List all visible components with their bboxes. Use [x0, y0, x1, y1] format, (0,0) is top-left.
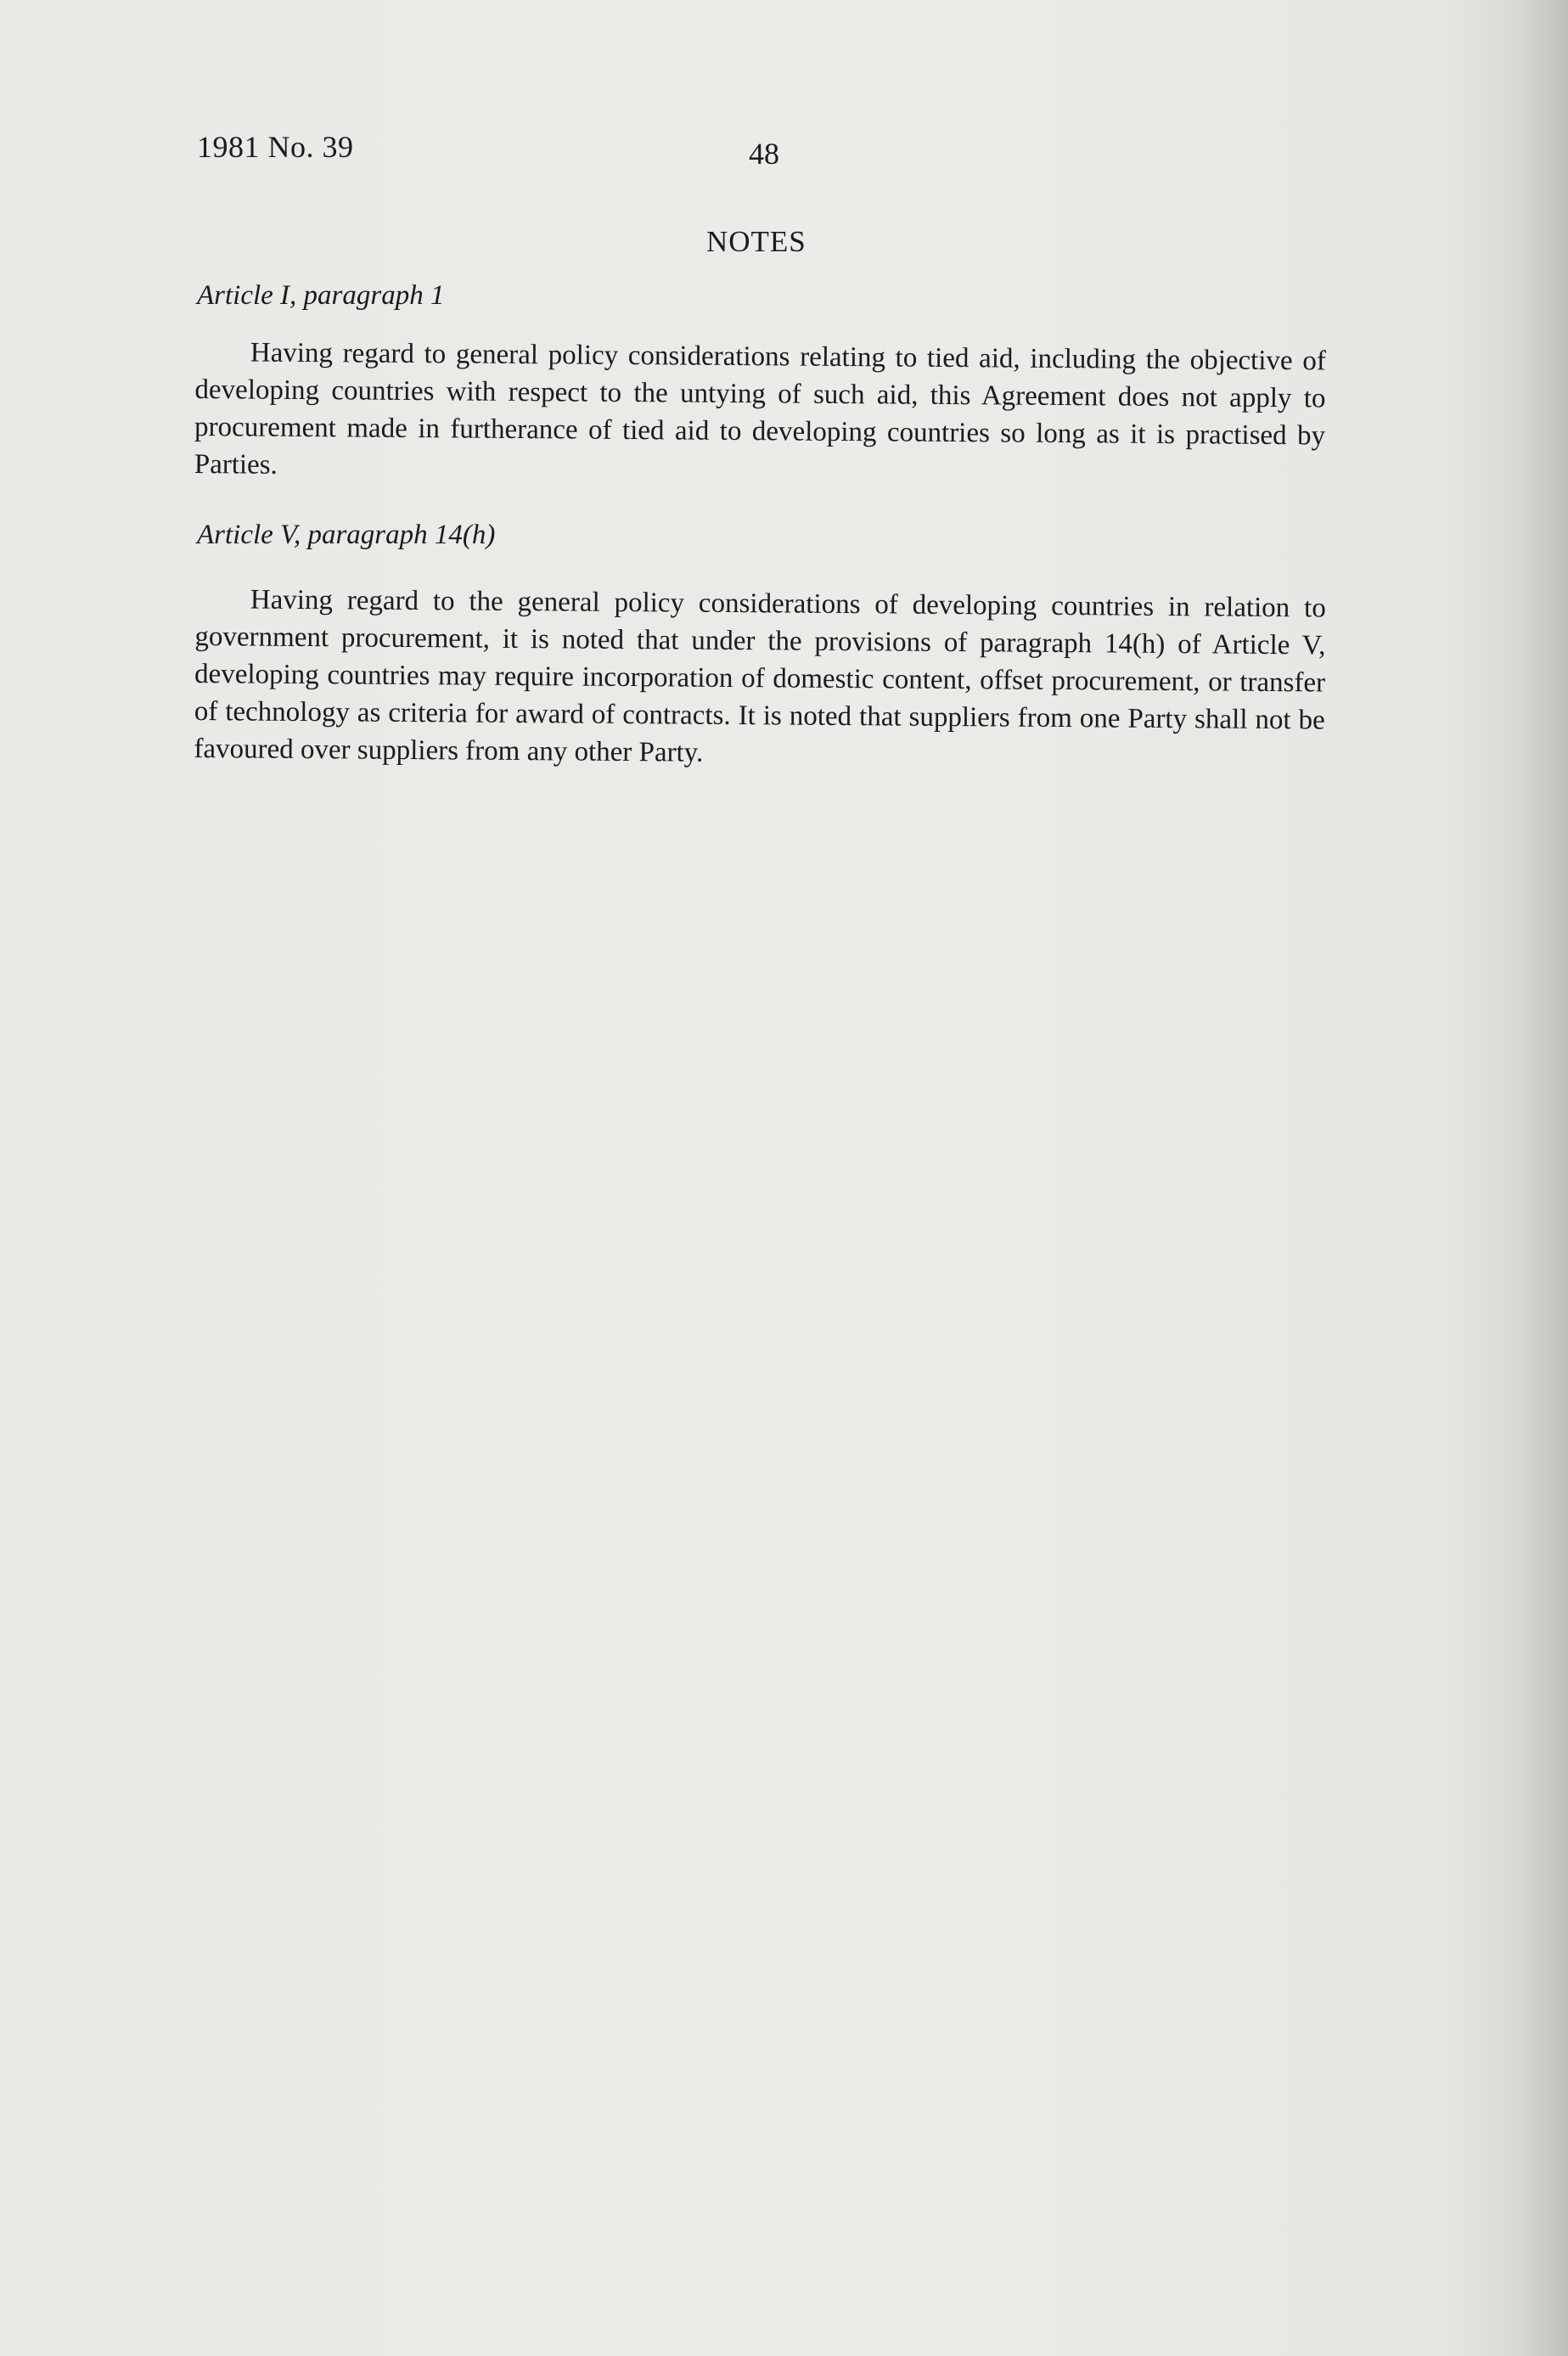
note-paragraph-article-1: Having regard to general policy considerations relating to tied aid, including the objective of developing countries with respect to the untying of such aid, this Agreement does not apply to procurement made in furtherance of tied aid to developing countries so long as it is practised by Parties.	[194, 337, 1326, 481]
notes-title: NOTES	[706, 225, 806, 258]
page-number: 48	[749, 137, 779, 171]
note-heading-article-1: Article I, paragraph 1	[197, 280, 445, 311]
running-header: 1981 No. 39	[197, 130, 354, 164]
note-heading-article-5: Article V, paragraph 14(h)	[197, 520, 496, 550]
page-edge-shadow	[1517, 0, 1568, 2356]
note-paragraph-article-5: Having regard to the general policy considerations of developing countries in relation to government procurement, it is noted that under the provisions of paragraph 14(h) of Article V, developing countries may require incorporation of domestic content, offset procurement, or transfer of technology as criteria for award of contracts. It is noted that suppliers from one Party shall not be favoured over suppliers from any other Party.	[194, 584, 1326, 768]
